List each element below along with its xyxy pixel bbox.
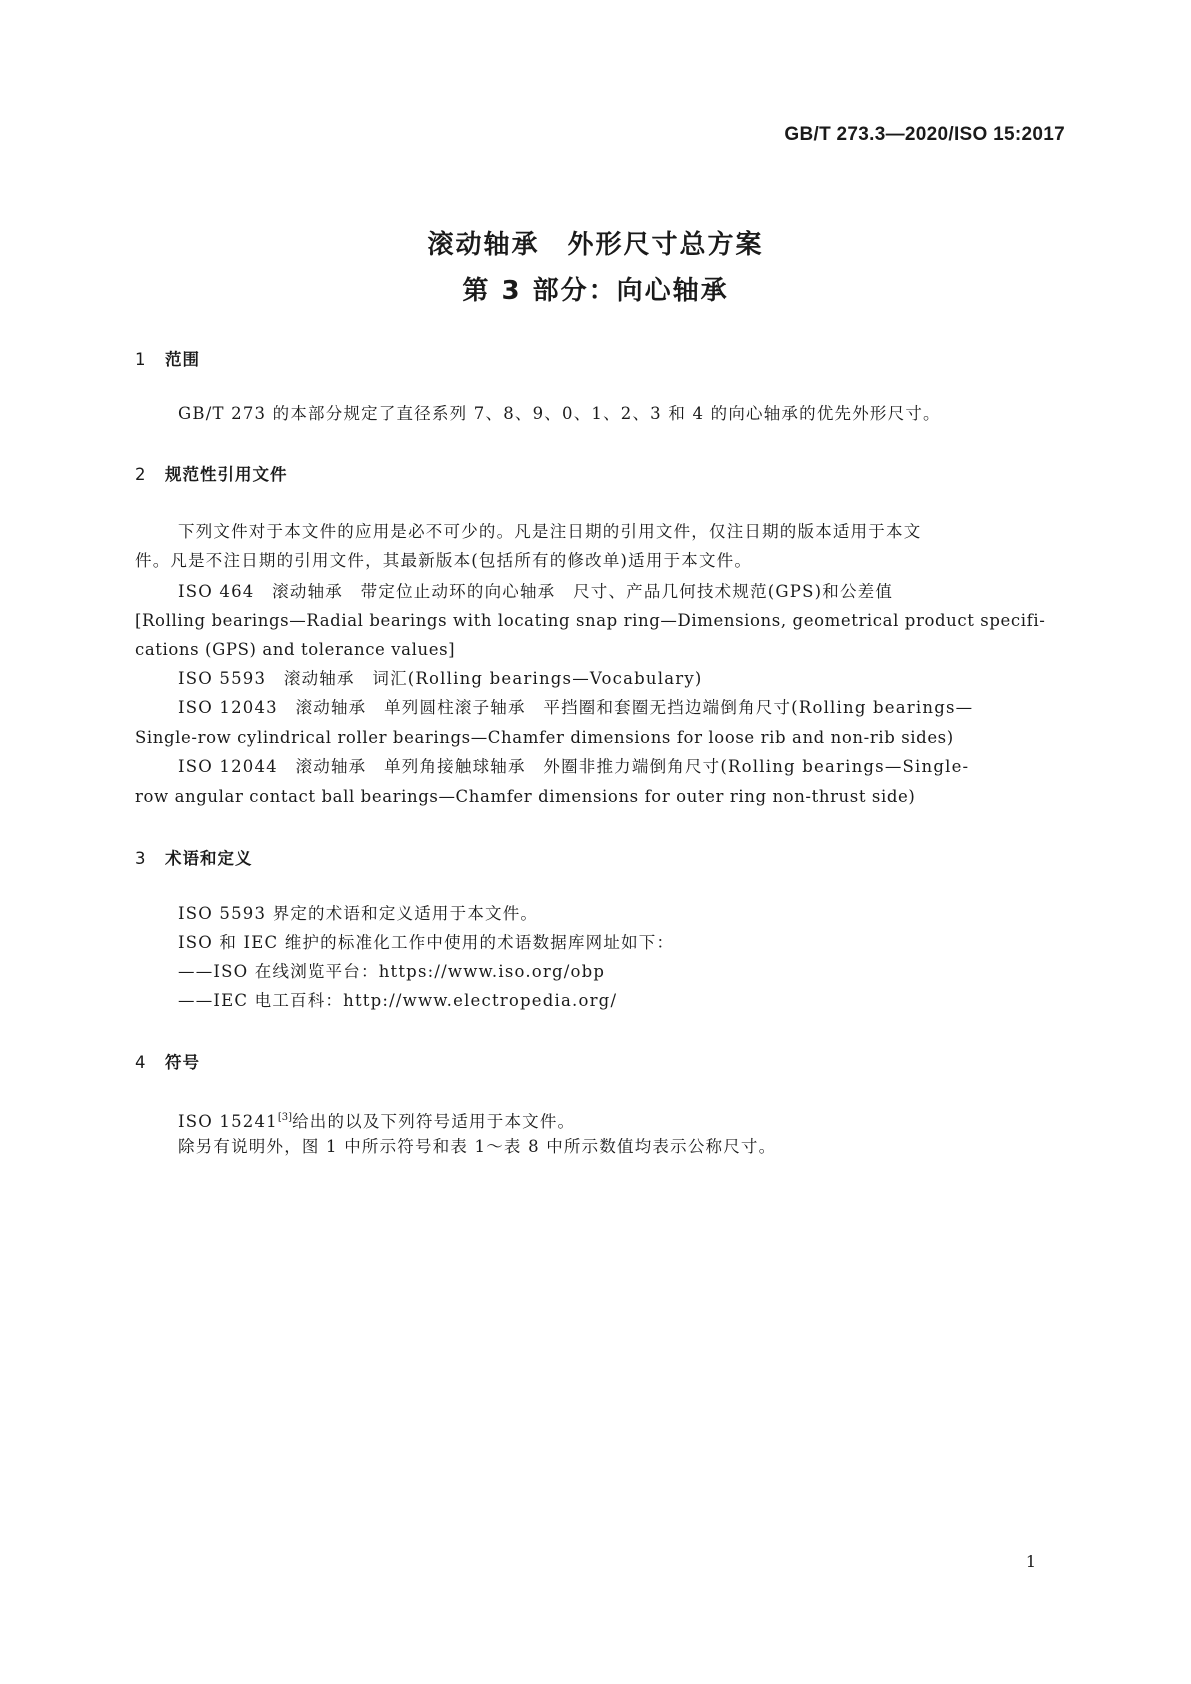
section-heading-symbols <box>135 1049 200 1073</box>
symbols-paragraph-2: 除另有说明外，图 1 中所示符号和表 1～表 8 中所示数值均表示公称尺寸。 <box>178 1137 777 1156</box>
section-heading-normative-references <box>135 461 288 485</box>
reference-iso464-line3: cations (GPS) and tolerance values] <box>135 640 456 659</box>
section-number: 4 <box>135 1053 146 1072</box>
references-intro-line1: 下列文件对于本文件的应用是必不可少的。凡是注日期的引用文件，仅注日期的版本适用于本文 <box>178 522 922 541</box>
terms-iec-electropedia-link[interactable]: ——IEC 电工百科：http://www.electropedia.org/ <box>178 991 618 1010</box>
section-title: 规范性引用文件 <box>165 465 288 484</box>
reference-iso464-line2: [Rolling bearings—Radial bearings with locating snap ring—Dimensions, geometrical product specifi- <box>135 611 1046 630</box>
document-title-line1: 滚动轴承 外形尺寸总方案 <box>427 230 764 260</box>
terms-paragraph-1: ISO 5593 界定的术语和定义适用于本文件。 <box>178 904 539 923</box>
section-number: 1 <box>135 350 146 369</box>
standard-code: GB/T 273.3—2020/ISO 15:2017 <box>784 124 1065 145</box>
terms-iso-obp-link[interactable]: ——ISO 在线浏览平台：https://www.iso.org/obp <box>178 962 606 981</box>
section-number: 3 <box>135 849 146 868</box>
reference-iso5593-line1: ISO 5593 滚动轴承 词汇(Rolling bearings—Vocabulary) <box>178 669 703 688</box>
section-title: 符号 <box>165 1053 200 1072</box>
section-title: 术语和定义 <box>165 849 253 868</box>
reference-iso12043-line1: ISO 12043 滚动轴承 单列圆柱滚子轴承 平挡圈和套圈无挡边端倒角尺寸(Rolling bearings— <box>178 698 974 717</box>
symbols-p1-text: 给出的以及下列符号适用于本文件。 <box>292 1112 576 1131</box>
section-number: 2 <box>135 465 146 484</box>
section-heading-scope <box>135 346 200 370</box>
bibliography-reference[interactable]: [3] <box>277 1112 293 1123</box>
references-intro-line2: 件。凡是不注日期的引用文件，其最新版本(包括所有的修改单)适用于本文件。 <box>135 551 753 570</box>
reference-iso12043-line2: Single-row cylindrical roller bearings—Chamfer dimensions for loose rib and non-rib sides) <box>135 728 954 747</box>
reference-iso12044-line1: ISO 12044 滚动轴承 单列角接触球轴承 外圈非推力端倒角尺寸(Rolling bearings—Single- <box>178 757 970 776</box>
reference-iso464-line1: ISO 464 滚动轴承 带定位止动环的向心轴承 尺寸、产品几何技术规范(GPS)和公差值 <box>178 582 894 601</box>
symbols-p1-source: ISO 15241 <box>178 1112 278 1131</box>
document-title-line2: 第 3 部分：向心轴承 <box>462 276 729 306</box>
scope-paragraph: GB/T 273 的本部分规定了直径系列 7、8、9、0、1、2、3 和 4 的向心轴承的优先外形尺寸。 <box>178 404 941 423</box>
section-title: 范围 <box>165 350 200 369</box>
reference-iso12044-line2: row angular contact ball bearings—Chamfer dimensions for outer ring non-thrust side) <box>135 787 916 806</box>
terms-paragraph-2: ISO 和 IEC 维护的标准化工作中使用的术语数据库网址如下： <box>178 933 675 952</box>
section-heading-terms-definitions <box>135 845 253 869</box>
page-number: 1 <box>1025 1552 1036 1571</box>
